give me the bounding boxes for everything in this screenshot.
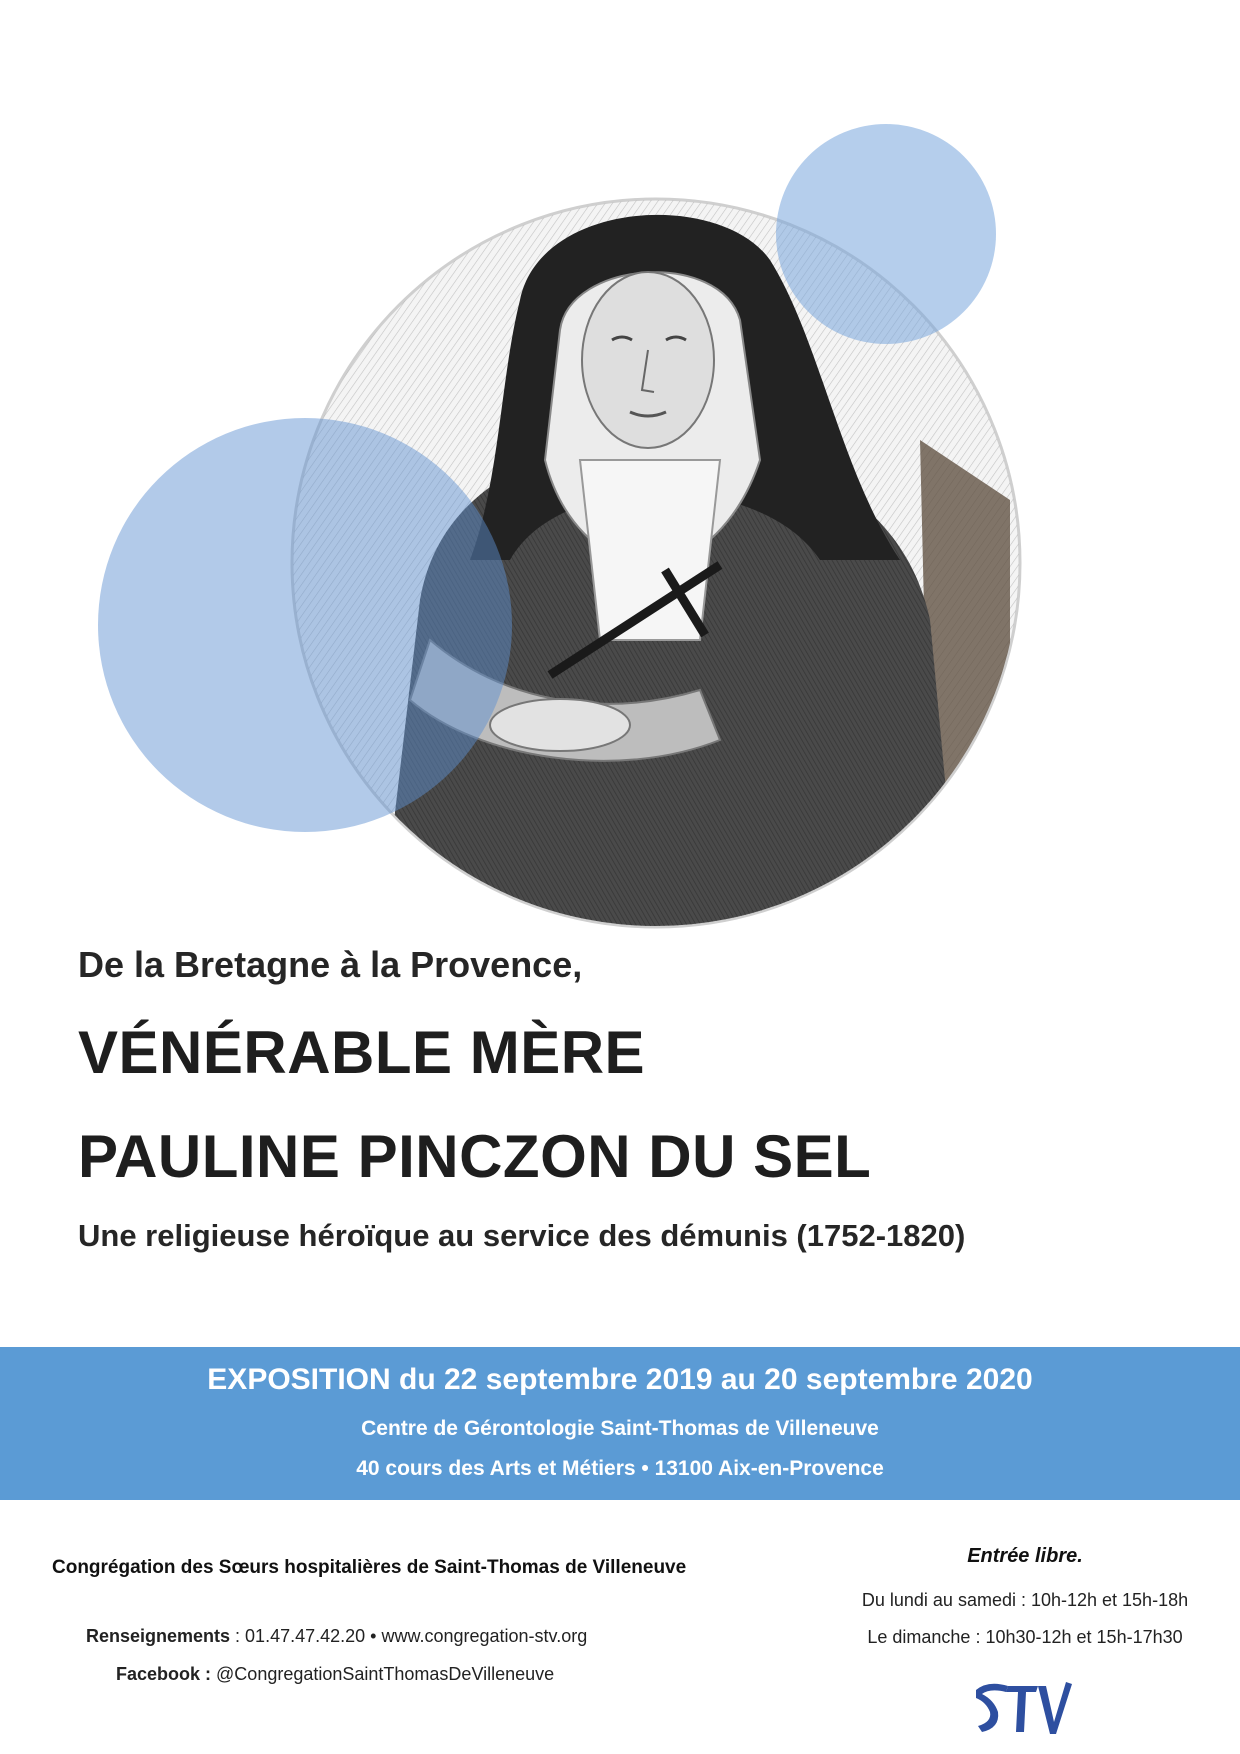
footer-right bbox=[830, 1545, 1220, 1648]
facebook-label: Facebook : bbox=[116, 1664, 212, 1684]
stv-logo-icon bbox=[968, 1678, 1078, 1738]
banner-address: 40 cours des Arts et Métiers • 13100 Aix-en-Provence bbox=[356, 1457, 884, 1480]
title-line-1: VÉNÉRABLE MÈRE bbox=[78, 1019, 646, 1086]
entree-libre: Entrée libre. bbox=[967, 1545, 1083, 1567]
title-line-2: PAULINE PINCZON DU SEL bbox=[78, 1123, 872, 1190]
exposition-label: EXPOSITION bbox=[207, 1363, 391, 1396]
exhibition-banner bbox=[0, 1347, 1240, 1500]
decorative-circle-top bbox=[776, 124, 996, 344]
subtitle-top: De la Bretagne à la Provence, bbox=[78, 944, 583, 985]
banner-venue: Centre de Gérontologie Saint-Thomas de Villeneuve bbox=[361, 1417, 879, 1440]
exposition-dates: du 22 septembre 2019 au 20 septembre 2020 bbox=[390, 1363, 1033, 1396]
info-label: Renseignements bbox=[86, 1626, 231, 1646]
subtitle-bottom: Une religieuse héroïque au service des démunis (1752-1820) bbox=[78, 1218, 966, 1253]
congregation-name: Congrégation des Sœurs hospitalières de Saint-Thomas de Villeneuve bbox=[52, 1557, 687, 1578]
facebook-value[interactable]: @CongregationSaintThomasDeVilleneuve bbox=[211, 1664, 555, 1684]
info-line bbox=[86, 1626, 587, 1647]
decorative-circle-left bbox=[98, 418, 512, 832]
hours-week: Du lundi au samedi : 10h-12h et 15h-18h bbox=[861, 1590, 1189, 1610]
facebook-line bbox=[116, 1664, 554, 1685]
footer-left bbox=[52, 1557, 712, 1579]
hours-sunday: Le dimanche : 10h30-12h et 15h-17h30 bbox=[867, 1627, 1183, 1647]
info-value[interactable]: : 01.47.47.42.20 • www.congregation-stv.org bbox=[230, 1626, 588, 1646]
banner-dates-line bbox=[0, 1363, 1240, 1397]
